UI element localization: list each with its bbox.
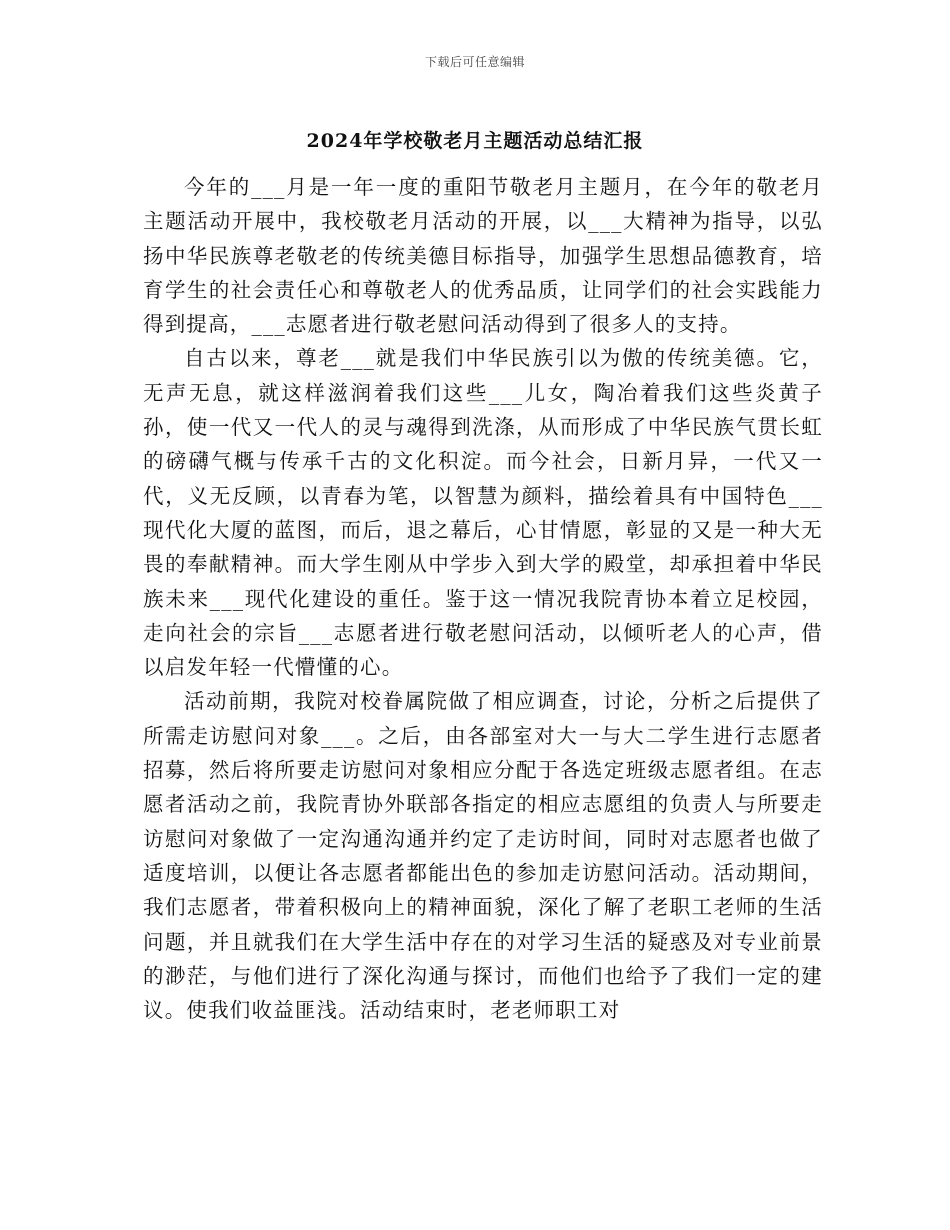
document-body [143, 170, 823, 1027]
page-header-note: 下载后可任意编辑 [424, 55, 525, 69]
document-title: 2024年学校敬老月主题活动总结汇报 [306, 130, 644, 152]
paragraph-3: 活动前期，我院对校眷属院做了相应调查，讨论，分析之后提供了所需走访慰问对象___。之后，由各部室对大一与大二学生进行志愿者招募，然后将所要走访慰问对象相应分配于各选定班级志愿者组。在志愿者活动之前，我院青协外联部各指定的相应志愿组的负责人与所要走访慰问对象做了一定沟通沟通并约定了走访时间，同时对志愿者也做了适度培训，以便让各志愿者都能出色的参加走访慰问活动。活动期间，我们志愿者，带着积极向上的精神面貌，深化了解了老职工老师的生活问题，并且就我们在大学生活中存在的对学习生活的疑惑及对专业前景的渺茫，与他们进行了深化沟通与探讨，而他们也给予了我们一定的建议。使我们收益匪浅。活动结束时，老老师职工对 [143, 689, 823, 1023]
paragraph-2: 自古以来，尊老___就是我们中华民族引以为傲的传统美德。它，无声无息，就这样滋润着我们这些___儿女，陶冶着我们这些炎黄子孙，使一代又一代人的灵与魂得到洗涤，从而形成了中华民族气贯长虹的磅礴气概与传承千古的文化积淀。而今社会，日新月异，一代又一代，义无反顾，以青春为笔，以智慧为颜料，描绘着具有中国特色___现代化大厦的蓝图，而后，退之幕后，心甘情愿，彰显的又是一种大无畏的奉献精神。而大学生刚从中学步入到大学的殿堂，却承担着中华民族未来___现代化建设的重任。鉴于这一情况我院青协本着立足校园，走向社会的宗旨___志愿者进行敬老慰问活动，以倾听老人的心声，借以启发年轻一代懵懂的心。 [143, 346, 823, 680]
paragraph-1: 今年的___月是一年一度的重阳节敬老月主题月，在今年的敬老月主题活动开展中，我校敬老月活动的开展，以___大精神为指导，以弘扬中华民族尊老敬老的传统美德目标指导，加强学生思想品德教育，培育学生的社会责任心和尊敬老人的优秀品质，让同学们的社会实践能力得到提高，___志愿者进行敬老慰问活动得到了很多人的支持。 [143, 175, 823, 337]
